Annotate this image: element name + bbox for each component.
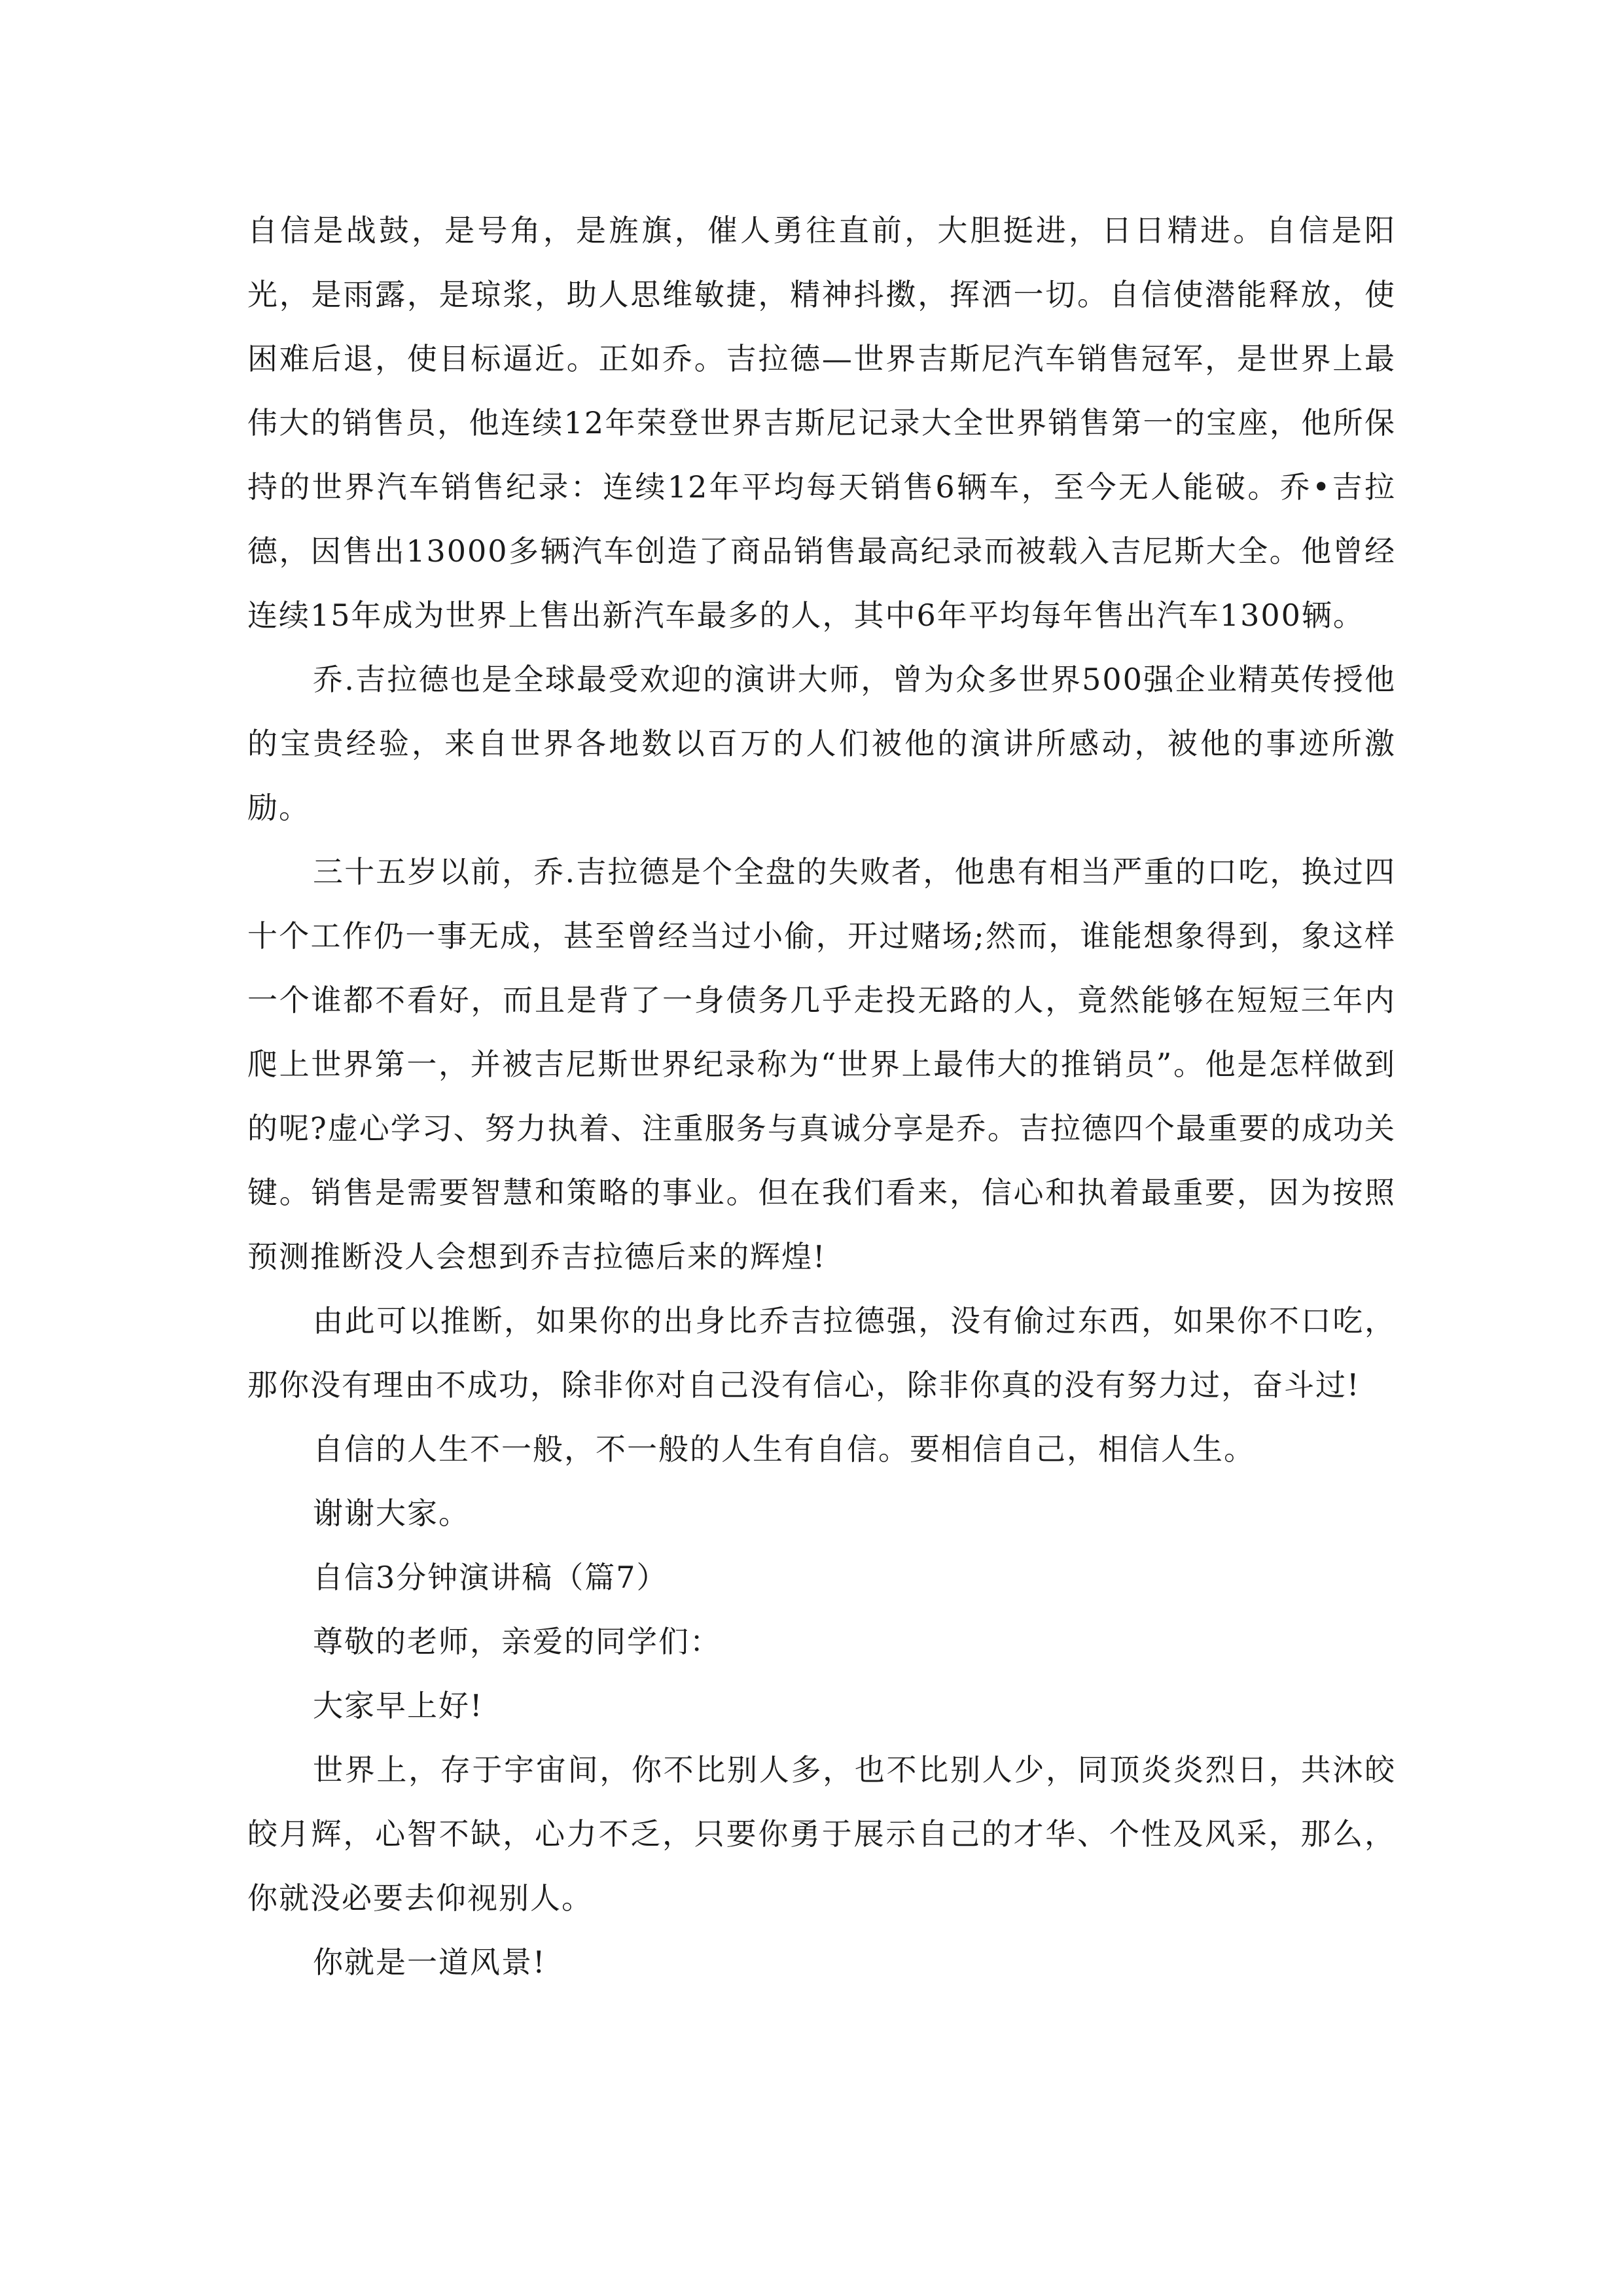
paragraph-thanks: 谢谢大家。 bbox=[313, 1496, 470, 1531]
paragraph-speaker: 乔.吉拉德也是全球最受欢迎的演讲大师，曾为众多世界500强企业精英传授他的宝贵经验，来自世界各地数以百万的人们被他的演讲所感动，被他的事迹所激励。 bbox=[247, 662, 1396, 825]
paragraph-motto: 自信的人生不一般，不一般的人生有自信。要相信自己，相信人生。 bbox=[313, 1431, 1255, 1467]
paragraph-world: 世界上，存于宇宙间，你不比别人多，也不比别人少，同顶炎炎烈日，共沐皎皎月辉，心智不缺，心力不乏，只要你勇于展示自己的才华、个性及风采，那么，你就没必要去仰视别人。 bbox=[247, 1752, 1396, 1916]
paragraph-history: 三十五岁以前，乔.吉拉德是个全盘的失败者，他患有相当严重的口吃，换过四十个工作仍一事无成，甚至曾经当过小偷，开过赌场;然而，谁能想象得到，象这样一个谁都不看好，而且是背了一身债务几乎走投无路的人，竟然能够在短短三年内爬上世界第一，并被吉尼斯世界纪录称为“世界上最伟大的推销员”。他是怎样做到的呢?虚心学习、努力执着、注重服务与真诚分享是乔。吉拉德四个最重要的成功关键。销售是需要智慧和策略的事业。但在我们看来，信心和执着最重要，因为按照预测推断没人会想到乔吉拉德后来的辉煌! bbox=[247, 854, 1396, 1274]
paragraph-scenery: 你就是一道风景! bbox=[313, 1945, 546, 1980]
paragraph-salutation: 尊敬的老师，亲爱的同学们： bbox=[313, 1624, 721, 1659]
paragraph-intro: 自信是战鼓，是号角，是旌旗，催人勇往直前，大胆挺进，日日精进。自信是阳光，是雨露，是琼浆，助人思维敏捷，精神抖擞，挥洒一切。自信使潜能释放，使困难后退，使目标逼近。正如乔。吉拉德—世界吉斯尼汽车销售冠军，是世界上最伟大的销售员，他连续12年荣登世界吉斯尼记录大全世界销售第一的宝座，他所保持的世界汽车销售纪录：连续12年平均每天销售6辆车，至今无人能破。乔•吉拉德，因售出13000多辆汽车创造了商品销售最高纪录而被载入吉尼斯大全。他曾经连续15年成为世界上售出新汽车最多的人，其中6年平均每年售出汽车1300辆。 bbox=[247, 213, 1396, 633]
paragraph-greeting: 大家早上好! bbox=[313, 1688, 484, 1723]
paragraph-inference: 由此可以推断，如果你的出身比乔吉拉德强，没有偷过东西，如果你不口吃，那你没有理由不成功，除非你对自己没有信心，除非你真的没有努力过，奋斗过! bbox=[247, 1303, 1396, 1403]
section-heading: 自信3分钟演讲稿（篇7） bbox=[313, 1560, 668, 1595]
document-body bbox=[247, 198, 1396, 1994]
